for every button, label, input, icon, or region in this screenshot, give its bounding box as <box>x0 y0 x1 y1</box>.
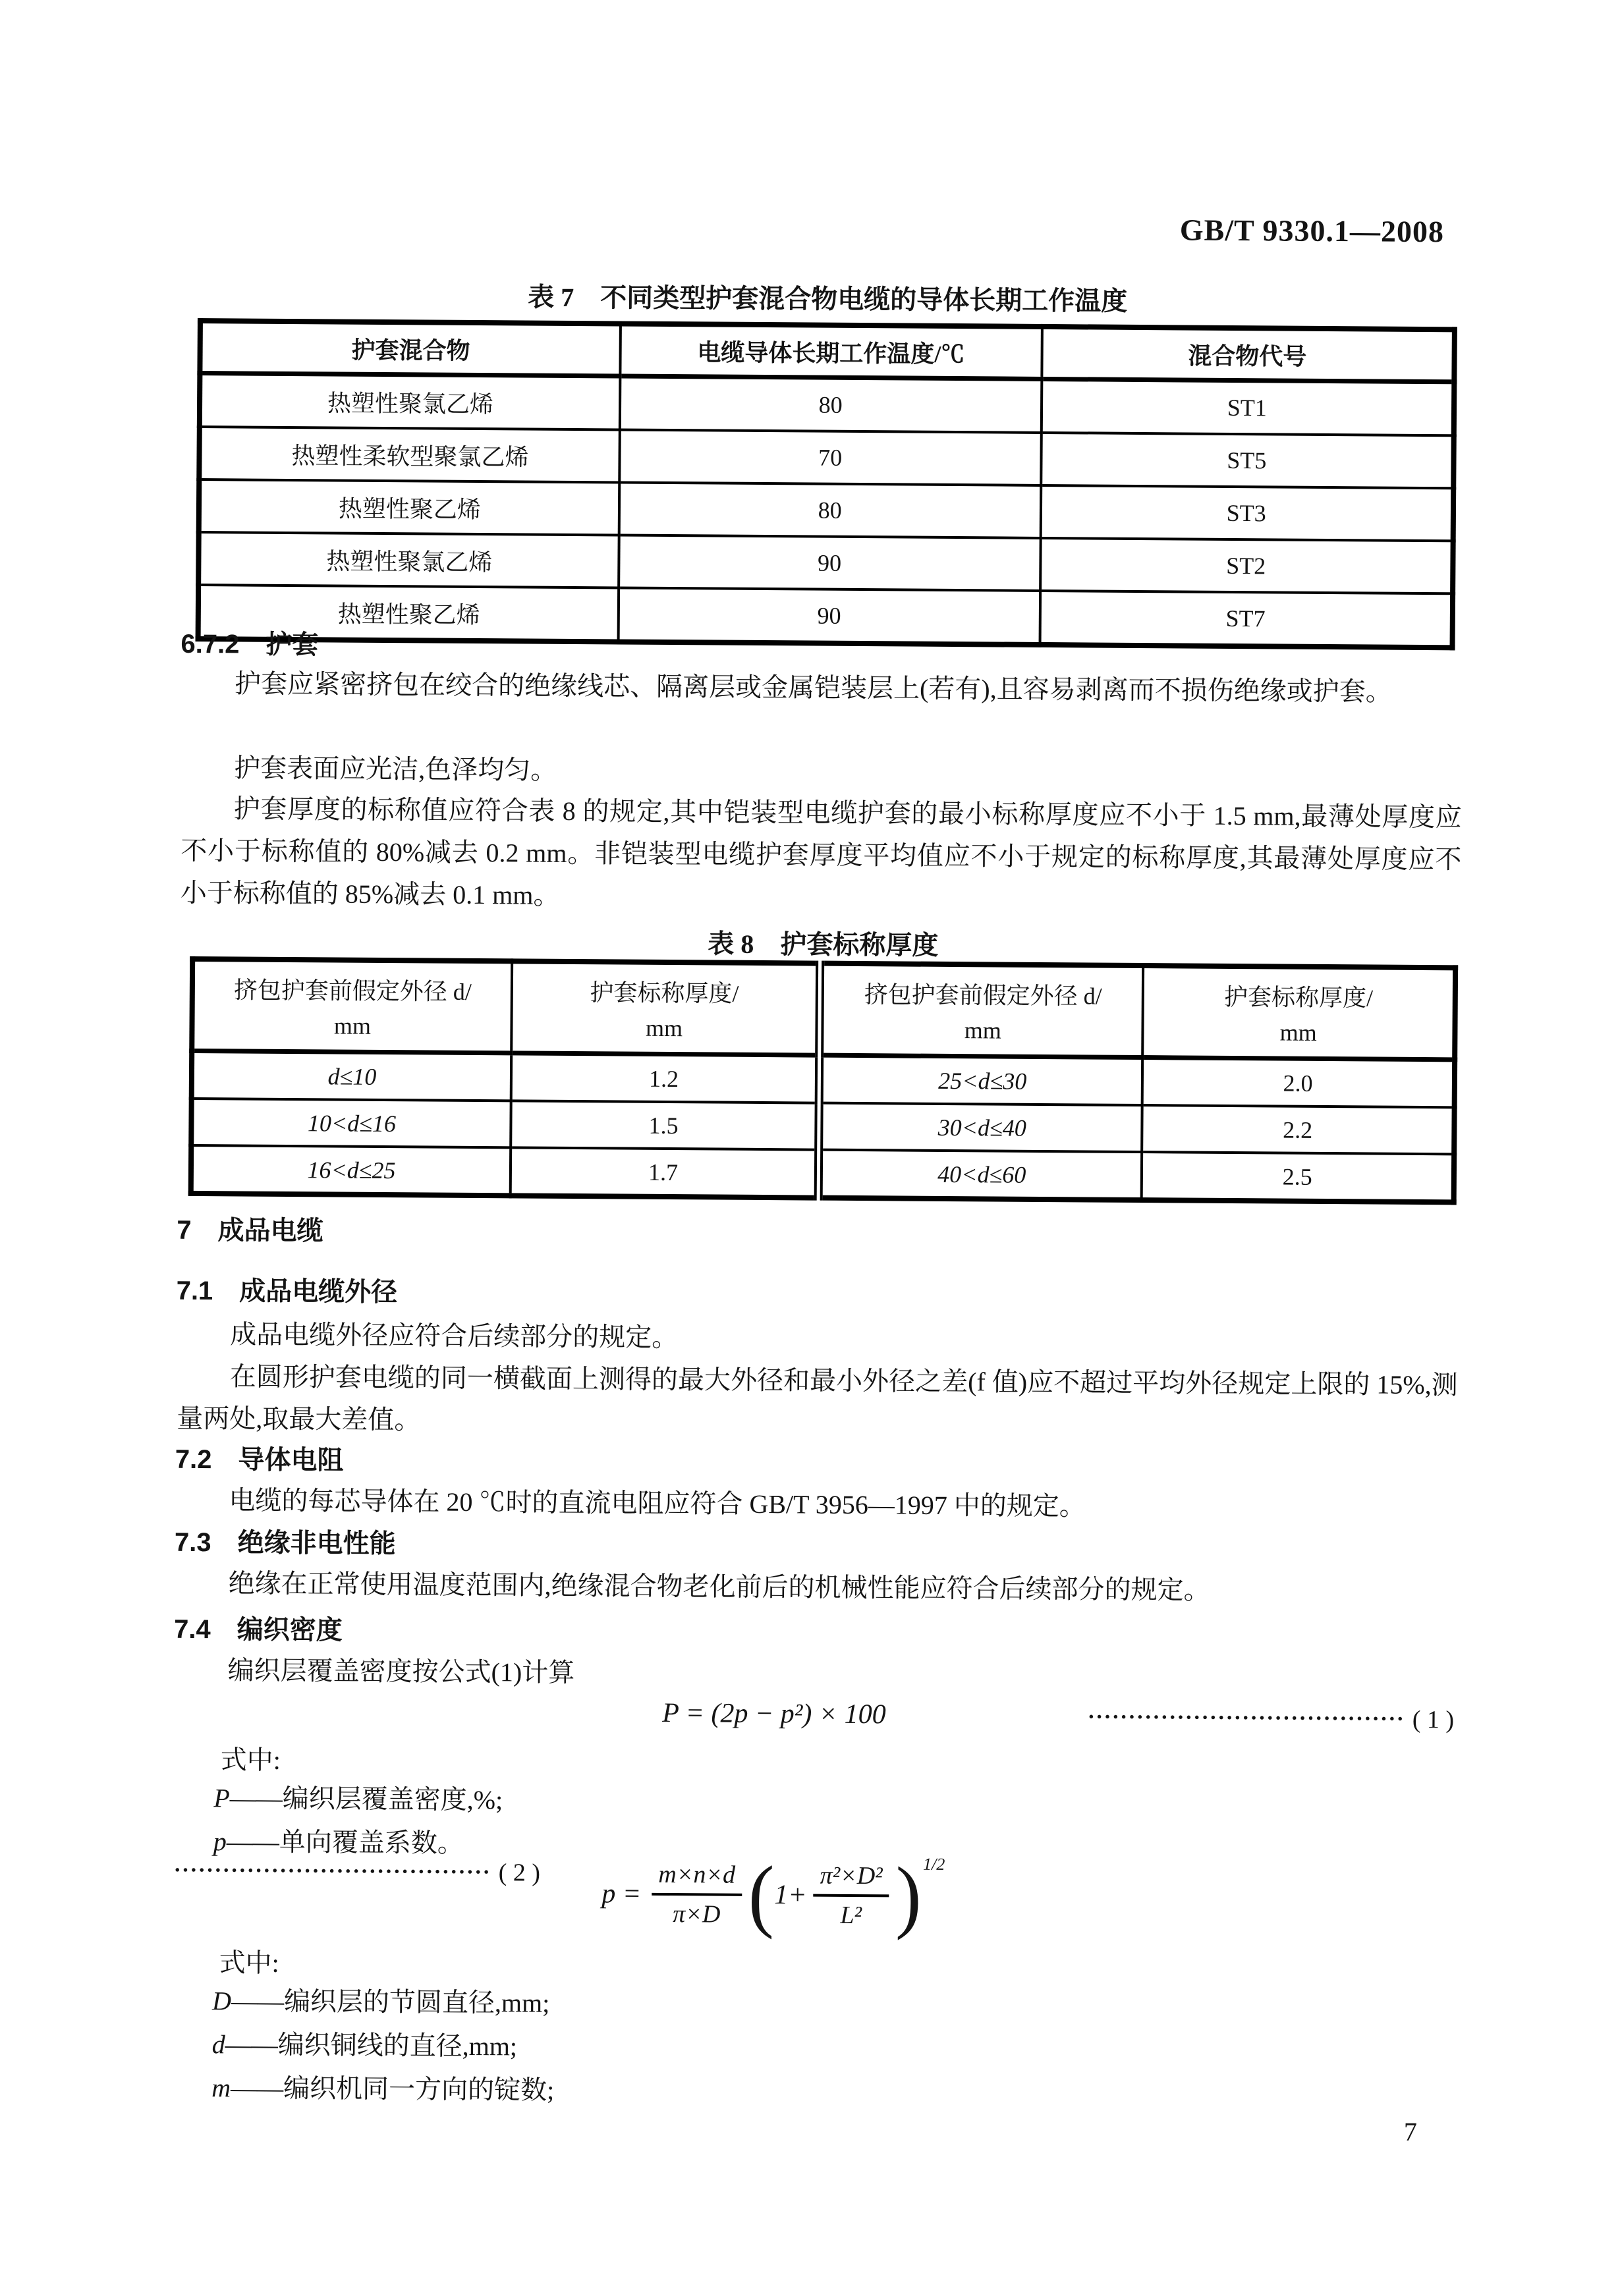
paragraph: 护套厚度的标称值应符合表 8 的规定,其中铠装型电缆护套的最小标称厚度应不小于 1.5 mm,最薄处厚度应不小于标称值的 80%减去 0.2 mm。非铠装型电缆护套厚度平均值应不小于规定的标称厚度,其最薄处厚度应不小于标称值的 85%减去 0.1 mm。 <box>180 794 1462 910</box>
fraction <box>813 1861 889 1930</box>
table-cell: ST3 <box>1040 485 1453 541</box>
page-number: 7 <box>1403 2116 1417 2146</box>
table-cell: ST1 <box>1041 379 1454 435</box>
fraction <box>652 1860 742 1929</box>
table7-header-cell: 混合物代号 <box>1042 327 1455 382</box>
paragraph: 电缆的每芯导体在 20 ℃时的直流电阻应符合 GB/T 3956—1997 中的规定。 <box>229 1485 1086 1521</box>
table-cell: 热塑性柔软型聚氯乙烯 <box>199 427 619 482</box>
where-label: 式中: <box>220 1745 281 1775</box>
table-cell: 热塑性聚氯乙烯 <box>200 373 620 430</box>
formula-1-row <box>175 1694 1454 1749</box>
open-paren: ( <box>748 1849 775 1940</box>
table7-header-row <box>200 321 1455 382</box>
fraction-numerator: π²×D² <box>813 1861 889 1898</box>
table-cell: 80 <box>620 376 1042 433</box>
header-line2: mm <box>964 1017 1001 1044</box>
definition-line <box>213 1777 503 1817</box>
table-cell: ST7 <box>1040 591 1453 647</box>
table8-header-row <box>192 959 1455 1060</box>
definition-term: p <box>213 1826 227 1857</box>
table-cell: 90 <box>619 535 1040 590</box>
fraction-denominator: π×D <box>673 1900 721 1928</box>
table8-header-cell <box>192 959 512 1053</box>
definition-desc: ——编织铜线的直径,mm; <box>225 2029 518 2062</box>
table-cell: d≤10 <box>192 1051 511 1101</box>
table-cell: 2.2 <box>1142 1105 1455 1154</box>
paragraph: 成品电缆外径应符合后续部分的规定。 <box>230 1319 679 1353</box>
header-line1: 挤包护套前假定外径 d/ <box>864 981 1102 1010</box>
table8-title: 表 8 护套标称厚度 <box>708 929 939 960</box>
dot-leader: ······································· <box>1087 1705 1405 1732</box>
formula-1-tail <box>1087 1703 1454 1734</box>
table-row <box>200 373 1455 436</box>
table-cell: 热塑性聚氯乙烯 <box>198 532 619 588</box>
table-cell: 1.7 <box>511 1147 819 1197</box>
table-cell: 80 <box>619 482 1041 537</box>
formula-2-row <box>173 1849 1453 1964</box>
definition-term: P <box>213 1783 230 1813</box>
standard-number: GB/T 9330.1—2008 <box>1179 213 1445 249</box>
table-cell: ST5 <box>1041 433 1454 488</box>
table7 <box>196 318 1457 650</box>
paragraph: 绝缘在正常使用温度范围内,绝缘混合物老化前后的机械性能应符合后续部分的规定。 <box>228 1568 1210 1605</box>
formula-2-tail <box>173 1857 541 1887</box>
section-heading-6-7-2: 6.7.2 护套 <box>181 629 319 660</box>
paragraph: 编织层覆盖密度按公式(1)计算 <box>227 1655 575 1688</box>
table7-header-cell: 护套混合物 <box>200 321 620 376</box>
formula-2-expression <box>601 1849 945 1941</box>
definition-line <box>212 2023 518 2063</box>
section-heading-7-3: 7.3 绝缘非电性能 <box>174 1527 396 1559</box>
table8-header-cell <box>1143 966 1455 1060</box>
table7-title: 表 7 不同类型护套混合物电缆的导体长期工作温度 <box>528 282 1128 316</box>
table-cell: 2.5 <box>1142 1152 1454 1202</box>
definition-term: d <box>211 2029 225 2060</box>
section-heading-7-4: 7.4 编织密度 <box>173 1614 343 1645</box>
formula-2-inner: 1+ <box>773 1880 807 1911</box>
table-row <box>199 479 1454 541</box>
definition-term: m <box>211 2073 231 2103</box>
table8-header-cell <box>820 964 1144 1058</box>
table-cell: 10<d≤16 <box>191 1099 511 1147</box>
table-cell: 30<d≤40 <box>819 1103 1142 1152</box>
paragraph: 护套表面应光洁,色泽均匀。 <box>234 753 557 785</box>
table-row <box>191 1145 1454 1202</box>
table-cell: 90 <box>618 588 1040 644</box>
definition-desc: ——编织机同一方向的锭数; <box>230 2073 555 2105</box>
definition-desc: ——单向覆盖系数。 <box>226 1826 464 1858</box>
formula-2-lhs: p = <box>601 1878 642 1909</box>
table-row <box>198 585 1453 647</box>
header-line2: mm <box>645 1014 683 1042</box>
formula-1-expression: P = (2p − p²) × 100 <box>662 1697 886 1730</box>
table-cell: 16<d≤25 <box>191 1145 511 1195</box>
where-label: 式中: <box>219 1948 279 1978</box>
header-line2: mm <box>1279 1019 1317 1046</box>
formula-2-number: ( 2 ) <box>498 1859 541 1887</box>
table-cell: 1.5 <box>511 1101 819 1149</box>
formula-2-exponent: 1/2 <box>922 1854 945 1874</box>
formula-1-number: ( 1 ) <box>1412 1705 1455 1734</box>
header-line1: 护套标称厚度/ <box>590 979 739 1007</box>
table-cell: 热塑性聚乙烯 <box>198 585 619 642</box>
header-line1: 挤包护套前假定外径 d/ <box>233 977 472 1005</box>
table-cell: ST2 <box>1040 538 1453 593</box>
table-row <box>192 1051 1455 1107</box>
table-cell: 40<d≤60 <box>818 1150 1142 1200</box>
table7-header-cell: 电缆导体长期工作温度/℃ <box>620 323 1042 379</box>
section-heading-7: 7 成品电缆 <box>177 1215 323 1246</box>
table8-header-cell <box>511 961 820 1055</box>
paragraph: 在圆形护套电缆的同一横截面上测得的最大外径和最小外径之差(f 值)应不超过平均外径规定上限的 15%,测量两处,取最大差值。 <box>177 1361 1458 1435</box>
definition-desc: ——编织层的节圆直径,mm; <box>231 1986 550 2018</box>
definition-line <box>213 1820 464 1860</box>
table-cell: 1.2 <box>511 1053 820 1103</box>
paragraph: 护套应紧密挤包在绞合的绝缘线芯、隔离层或金属铠装层上(若有),且容易剥离而不损伤绝缘或护套。 <box>234 669 1392 707</box>
dot-leader: ······································· <box>173 1857 491 1885</box>
header-line2: mm <box>333 1012 372 1039</box>
definition-line <box>212 1980 550 2020</box>
definition-line <box>211 2067 554 2107</box>
fraction-denominator: L² <box>840 1901 862 1930</box>
section-heading-7-1: 7.1 成品电缆外径 <box>176 1276 398 1307</box>
header-line1: 护套标称厚度/ <box>1223 983 1374 1012</box>
table-cell: 70 <box>619 429 1041 485</box>
table-cell: 25<d≤30 <box>819 1055 1142 1105</box>
table-row <box>191 1099 1454 1154</box>
table-cell: 热塑性聚乙烯 <box>199 479 619 535</box>
table-cell: 2.0 <box>1142 1058 1455 1108</box>
fraction-numerator: m×n×d <box>652 1860 742 1896</box>
table8 <box>188 956 1458 1205</box>
definition-desc: ——编织层覆盖密度,%; <box>229 1783 503 1815</box>
definition-term: D <box>211 1986 232 2016</box>
table-row <box>198 532 1453 593</box>
close-paren: ) <box>895 1850 922 1941</box>
table-row <box>199 427 1454 488</box>
section-heading-7-2: 7.2 导体电阻 <box>175 1444 344 1475</box>
